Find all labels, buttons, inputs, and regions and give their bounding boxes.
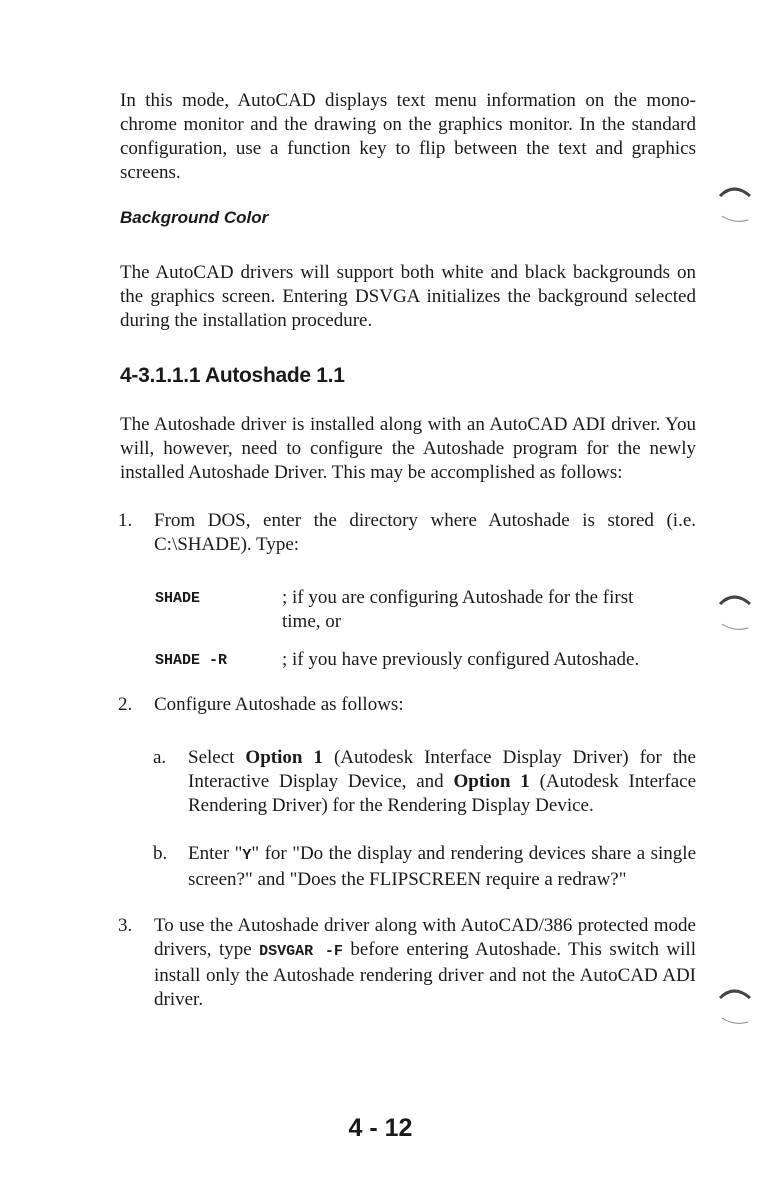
page-number: 4 - 12 <box>348 1114 413 1142</box>
command-shade-description: ; if you are configuring Autoshade for the first time, or <box>282 587 634 632</box>
substep-a-label: a. <box>153 747 167 768</box>
step-2-number: 2. <box>118 694 133 715</box>
step-1-number: 1. <box>118 510 133 531</box>
step-1 <box>118 509 696 559</box>
step-3-text: To use the Autoshade driver along with AutoCAD/386 protected mode drivers, type DSVGAR -F before entering Autoshade. This switch will install only the Autoshade rendering driver and not the AutoCAD ADI driver. <box>154 915 696 1010</box>
background-color-paragraph: The AutoCAD drivers will support both white and black backgrounds on the graphics screen. Entering DSVGA initializes the background selected during the installation procedure. <box>120 262 696 331</box>
binder-hole-mark-bottom <box>718 982 752 1026</box>
binder-hole-mark-top <box>718 180 752 224</box>
substep-b <box>153 842 696 892</box>
command-row-shade-r <box>155 648 675 674</box>
substep-a-text: Select Option 1 (Autodesk Interface Display Driver) for the Interactive Display Device, and Option 1 (Autodesk Interface Rendering Driver) for the Rendering Display Device. <box>188 747 696 816</box>
background-color-heading: Background Color <box>120 208 269 227</box>
step-2 <box>118 693 696 719</box>
command-shade-r-description: ; if you have previously configured Autoshade. <box>282 649 640 670</box>
step-1-text: From DOS, enter the directory where Autoshade is stored (i.e. C:\SHADE). Type: <box>154 510 696 555</box>
step-3-number: 3. <box>118 915 133 936</box>
command-shade: SHADE <box>155 590 201 607</box>
substep-b-label: b. <box>153 843 168 864</box>
autoshade-intro-paragraph: The Autoshade driver is installed along with an AutoCAD ADI driver. You will, however, need to configure the Autoshade program for the newly installed Autoshade Driver. This may be accomplished as follows: <box>120 414 696 483</box>
autoshade-section-heading: 4-3.1.1.1 Autoshade 1.1 <box>120 364 345 387</box>
command-shade-r: SHADE -R <box>155 652 228 669</box>
step-2-text: Configure Autoshade as follows: <box>154 694 404 715</box>
intro-paragraph: In this mode, AutoCAD displays text menu information on the mono-chrome monitor and the drawing on the graphics monitor. In the standard configuration, use a function key to flip between the text and graphics screens. <box>120 90 696 183</box>
step-3 <box>118 914 696 1012</box>
binder-hole-mark-middle <box>718 588 752 632</box>
substep-b-text: Enter "Y" for "Do the display and rendering devices share a single screen?" and "Does the FLIPSCREEN require a redraw?" <box>188 843 696 890</box>
substep-a <box>153 746 696 820</box>
command-row-shade <box>155 586 675 636</box>
